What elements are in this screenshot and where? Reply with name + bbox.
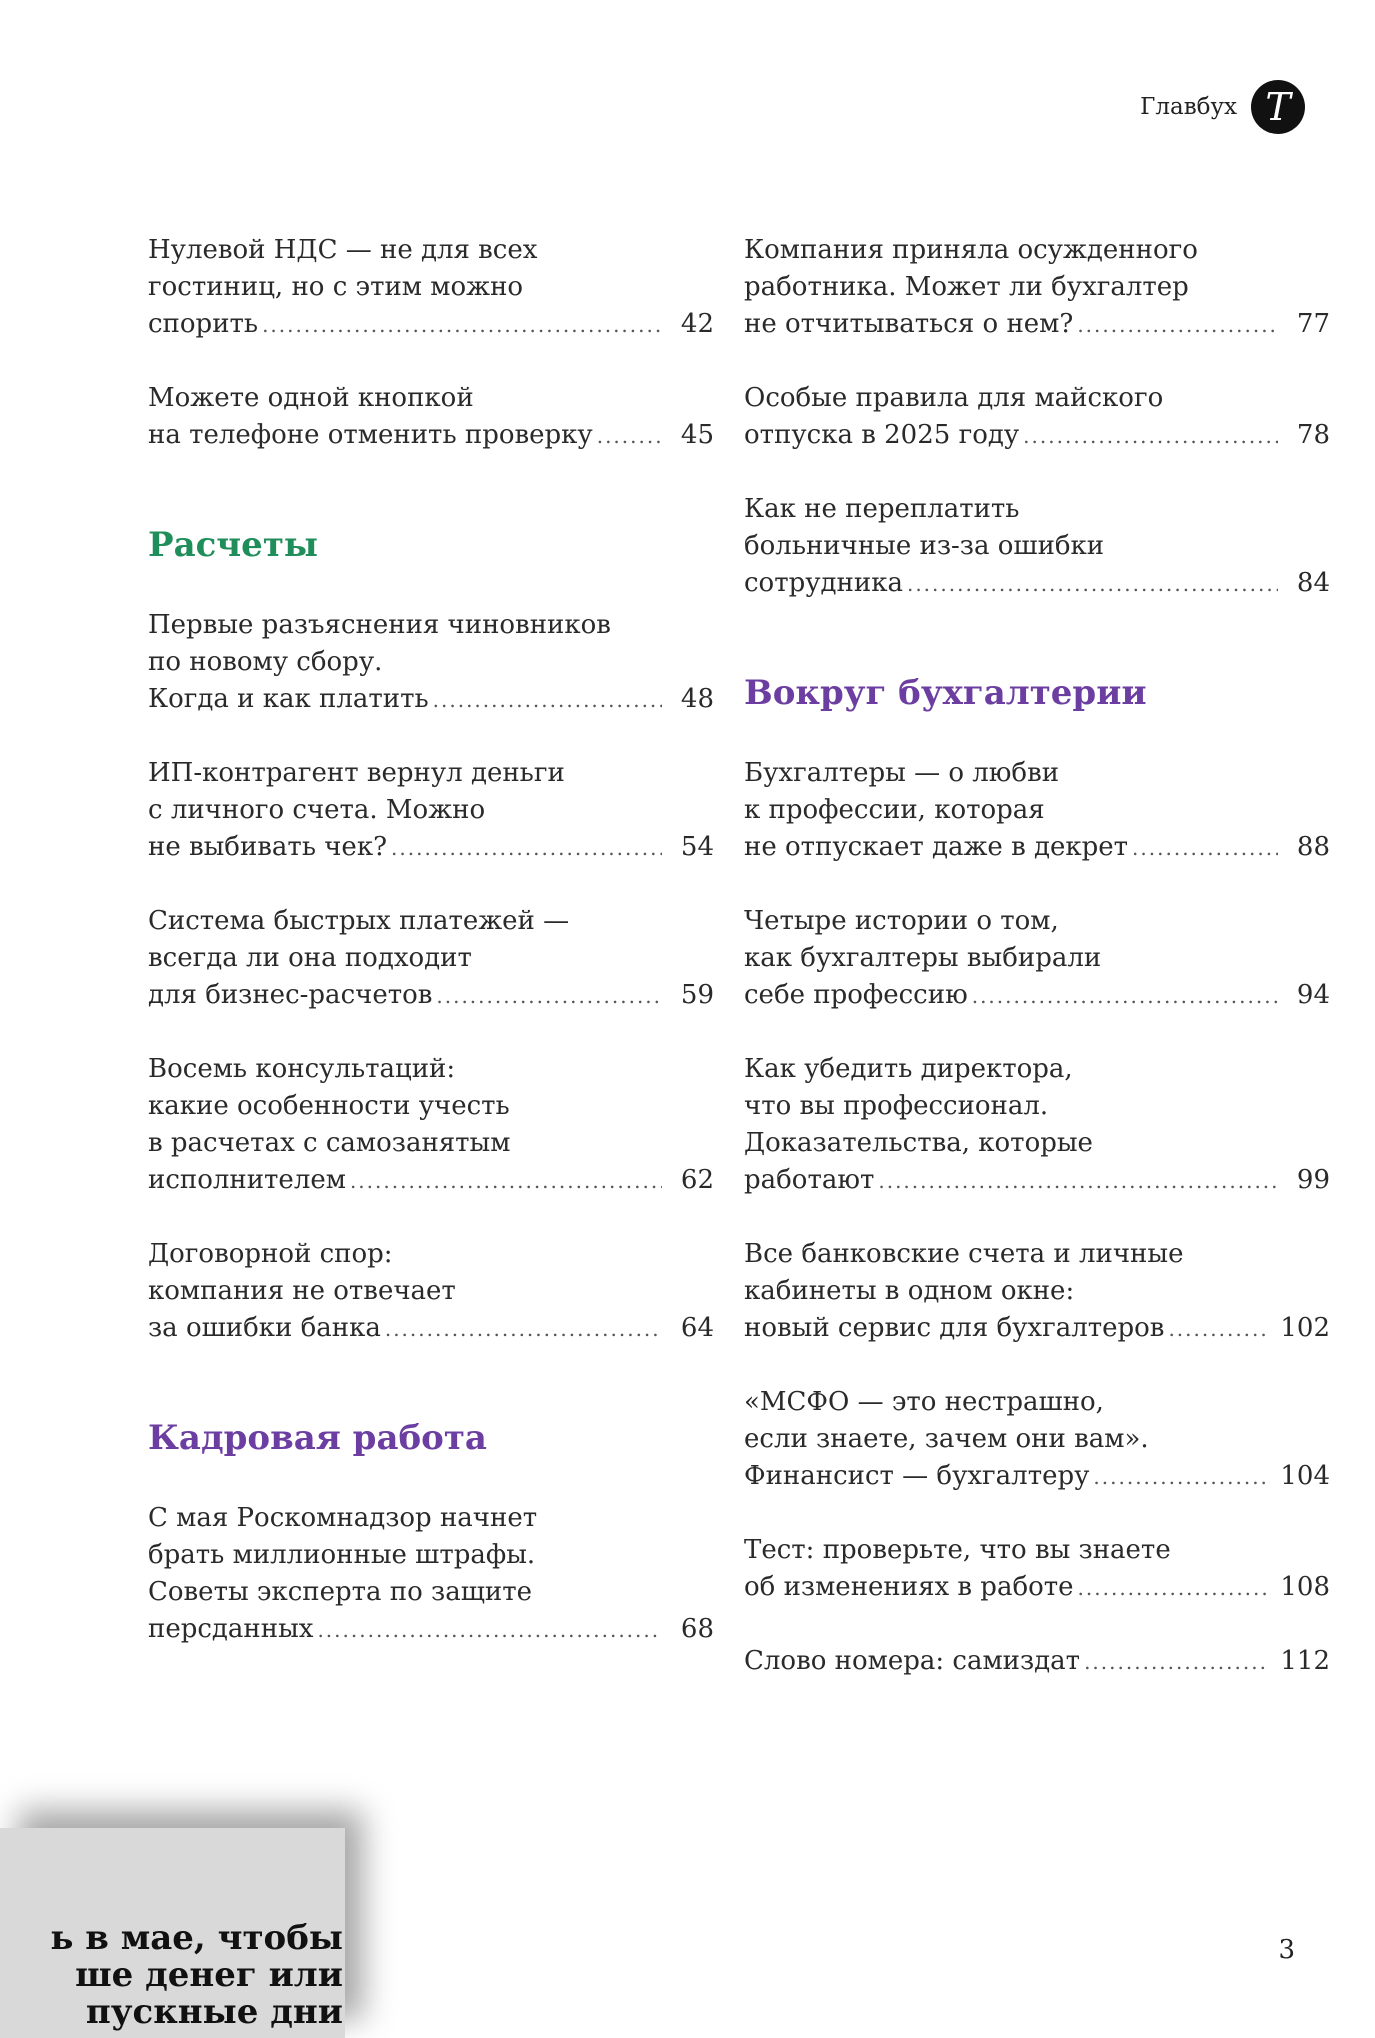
promo-line: ь в мае, чтобы bbox=[50, 1918, 343, 1958]
dot-leader bbox=[1093, 1459, 1268, 1496]
toc-entry-line: исполнителем bbox=[148, 1165, 346, 1195]
toc-page-number: 77 bbox=[1296, 309, 1330, 339]
toc-entry-line: гостиниц, но с этим можно bbox=[148, 272, 524, 302]
dot-leader bbox=[433, 682, 662, 719]
toc-entry-line: как бухгалтеры выбирали bbox=[744, 943, 1102, 973]
toc-entry-line: Как убедить директора, bbox=[744, 1054, 1073, 1084]
toc-entry-line: спорить bbox=[148, 309, 259, 339]
toc-entry-line: Компания приняла осужденного bbox=[744, 235, 1198, 265]
toc-entry[interactable] bbox=[744, 1643, 1330, 1681]
toc-page-number: 104 bbox=[1280, 1461, 1330, 1491]
promo-text bbox=[50, 1920, 343, 2031]
dot-leader bbox=[391, 830, 662, 867]
toc-page-number: 64 bbox=[680, 1313, 714, 1343]
toc-page-number: 112 bbox=[1280, 1646, 1330, 1676]
toc-entry[interactable] bbox=[148, 755, 714, 867]
toc-page-number: 99 bbox=[1296, 1165, 1330, 1195]
toc-page-number: 88 bbox=[1296, 832, 1330, 862]
toc-entry-last-line bbox=[148, 1611, 714, 1649]
toc-entry[interactable] bbox=[744, 491, 1330, 603]
toc-entry[interactable] bbox=[744, 1051, 1330, 1200]
toc-entry-line: больничные из-за ошибки bbox=[744, 531, 1105, 561]
section-heading: Вокруг бухгалтерии bbox=[744, 673, 1147, 713]
toc-left-column bbox=[148, 232, 714, 1685]
toc-entry-line: что вы профессионал. bbox=[744, 1091, 1049, 1121]
dot-leader bbox=[1084, 1644, 1268, 1681]
toc-entry-line: работника. Может ли бухгалтер bbox=[744, 272, 1189, 302]
toc-page-number: 68 bbox=[680, 1614, 714, 1644]
toc-entry[interactable] bbox=[744, 1532, 1330, 1607]
toc-entry-line: для бизнес-расчетов bbox=[148, 980, 433, 1010]
toc-entry-last-line bbox=[148, 1310, 714, 1348]
toc-entry-line: кабинеты в одном окне: bbox=[744, 1276, 1075, 1306]
toc-page-number: 108 bbox=[1280, 1572, 1330, 1602]
toc-entry[interactable] bbox=[744, 903, 1330, 1015]
toc-entry[interactable] bbox=[744, 232, 1330, 344]
toc-entry[interactable] bbox=[744, 380, 1330, 455]
toc-page-number: 84 bbox=[1296, 568, 1330, 598]
toc-entry-last-line bbox=[744, 1310, 1330, 1348]
toc-entry-last-line bbox=[148, 306, 714, 344]
toc-entry-last-line bbox=[148, 829, 714, 867]
toc-entry-last-line bbox=[148, 1162, 714, 1200]
toc-entry-last-line bbox=[744, 1162, 1330, 1200]
dot-leader bbox=[436, 978, 662, 1015]
toc-entry-line: Финансист — бухгалтеру bbox=[744, 1461, 1090, 1491]
toc-entry[interactable] bbox=[148, 1051, 714, 1200]
toc-entry-line: какие особенности учесть bbox=[148, 1091, 510, 1121]
toc-entry-line: Когда и как платить bbox=[148, 684, 429, 714]
brand-header bbox=[1140, 80, 1305, 134]
toc-entry-line: в расчетах с самозанятым bbox=[148, 1128, 511, 1158]
toc-entry-line: Четыре истории о том, bbox=[744, 906, 1059, 936]
toc-page-number: 45 bbox=[680, 420, 714, 450]
toc-entry[interactable] bbox=[148, 1500, 714, 1649]
dot-leader bbox=[317, 1612, 662, 1649]
toc-entry[interactable] bbox=[148, 1236, 714, 1348]
toc-entry-line: на телефоне отменить проверку bbox=[148, 420, 593, 450]
toc-page-number: 48 bbox=[680, 684, 714, 714]
toc-right-column bbox=[744, 232, 1330, 1717]
toc-entry-last-line bbox=[148, 977, 714, 1015]
toc-page-number: 59 bbox=[680, 980, 714, 1010]
page-number: 3 bbox=[1278, 1935, 1295, 1965]
toc-entry-line: С мая Роскомнадзор начнет bbox=[148, 1503, 538, 1533]
toc-entry-line: если знаете, зачем они вам». bbox=[744, 1424, 1149, 1454]
toc-entry-line: брать миллионные штрафы. bbox=[148, 1540, 536, 1570]
section-heading: Кадровая работа bbox=[148, 1418, 487, 1458]
dot-leader bbox=[350, 1163, 662, 1200]
dot-leader bbox=[1023, 418, 1278, 455]
toc-entry-line: Слово номера: самиздат bbox=[744, 1646, 1081, 1676]
toc-page-number: 54 bbox=[680, 832, 714, 862]
brand-logo-icon: Т bbox=[1251, 80, 1305, 134]
toc-entry-line: Доказательства, которые bbox=[744, 1128, 1093, 1158]
toc-entry-last-line bbox=[744, 1569, 1330, 1607]
toc-entry-line: всегда ли она подходит bbox=[148, 943, 472, 973]
dot-leader bbox=[907, 566, 1278, 603]
toc-entry[interactable] bbox=[148, 607, 714, 719]
toc-entry-line: Первые разъяснения чиновников bbox=[148, 610, 611, 640]
toc-entry[interactable] bbox=[148, 232, 714, 344]
toc-entry-line: Можете одной кнопкой bbox=[148, 383, 474, 413]
toc-entry[interactable] bbox=[744, 1236, 1330, 1348]
toc-page-number: 42 bbox=[680, 309, 714, 339]
toc-entry-line: к профессии, которая bbox=[744, 795, 1045, 825]
dot-leader bbox=[1132, 830, 1278, 867]
toc-entry-line: по новому сбору. bbox=[148, 647, 383, 677]
toc-entry-line: Советы эксперта по защите bbox=[148, 1577, 532, 1607]
toc-entry-line: отпуска в 2025 году bbox=[744, 420, 1020, 450]
toc-entry[interactable] bbox=[148, 903, 714, 1015]
toc-entry-last-line bbox=[744, 1458, 1330, 1496]
promo-line: ше денег или bbox=[75, 1955, 343, 1995]
toc-entry-last-line bbox=[744, 977, 1330, 1015]
toc-page-number: 78 bbox=[1296, 420, 1330, 450]
promo-teaser-card bbox=[0, 1828, 345, 2038]
dot-leader bbox=[262, 307, 662, 344]
toc-entry-line: «МСФО — это нестрашно, bbox=[744, 1387, 1104, 1417]
toc-page-number: 94 bbox=[1296, 980, 1330, 1010]
toc-entry-line: Как не переплатить bbox=[744, 494, 1020, 524]
toc-entry-line: ИП-контрагент вернул деньги bbox=[148, 758, 565, 788]
toc-entry-last-line bbox=[148, 681, 714, 719]
toc-entry-last-line bbox=[744, 417, 1330, 455]
toc-entry-last-line bbox=[744, 306, 1330, 344]
toc-entry-line: Особые правила для майского bbox=[744, 383, 1164, 413]
toc-entry-line: Система быстрых платежей — bbox=[148, 906, 570, 936]
toc-entry-last-line bbox=[744, 565, 1330, 603]
dot-leader bbox=[385, 1311, 662, 1348]
toc-entry-line: себе профессию bbox=[744, 980, 968, 1010]
toc-entry-line: персданных bbox=[148, 1614, 314, 1644]
toc-entry-last-line bbox=[148, 417, 714, 455]
toc-entry-line: не выбивать чек? bbox=[148, 832, 388, 862]
toc-entry-line: Все банковские счета и личные bbox=[744, 1239, 1184, 1269]
toc-entry-line: за ошибки банка bbox=[148, 1313, 381, 1343]
section-heading: Расчеты bbox=[148, 525, 318, 565]
toc-entry[interactable] bbox=[148, 380, 714, 455]
toc-entry-line: Бухгалтеры — о любви bbox=[744, 758, 1060, 788]
brand-name: Главбух bbox=[1140, 94, 1237, 120]
dot-leader bbox=[597, 418, 662, 455]
dot-leader bbox=[1168, 1311, 1268, 1348]
toc-entry-line: Восемь консультаций: bbox=[148, 1054, 456, 1084]
toc-entry-line: сотрудника bbox=[744, 568, 903, 598]
toc-entry-line: работают bbox=[744, 1165, 875, 1195]
toc-entry[interactable] bbox=[744, 755, 1330, 867]
toc-entry-last-line bbox=[744, 1643, 1330, 1681]
toc-entry[interactable] bbox=[744, 1384, 1330, 1496]
toc-page-number: 62 bbox=[680, 1165, 714, 1195]
toc-entry-line: компания не отвечает bbox=[148, 1276, 456, 1306]
toc-entry-line: Нулевой НДС — не для всех bbox=[148, 235, 538, 265]
toc-entry-last-line bbox=[744, 829, 1330, 867]
dot-leader bbox=[878, 1163, 1278, 1200]
toc-entry-line: об изменениях в работе bbox=[744, 1572, 1074, 1602]
dot-leader bbox=[1077, 307, 1278, 344]
dot-leader bbox=[1078, 1570, 1269, 1607]
promo-line: пускные дни bbox=[85, 1992, 343, 2032]
toc-entry-line: Тест: проверьте, что вы знаете bbox=[744, 1535, 1171, 1565]
dot-leader bbox=[972, 978, 1278, 1015]
toc-entry-line: с личного счета. Можно bbox=[148, 795, 486, 825]
toc-page-number: 102 bbox=[1280, 1313, 1330, 1343]
toc-entry-line: не отчитываться о нем? bbox=[744, 309, 1074, 339]
toc-entry-line: не отпускает даже в декрет bbox=[744, 832, 1129, 862]
toc-entry-line: Договорной спор: bbox=[148, 1239, 393, 1269]
toc-entry-line: новый сервис для бухгалтеров bbox=[744, 1313, 1165, 1343]
